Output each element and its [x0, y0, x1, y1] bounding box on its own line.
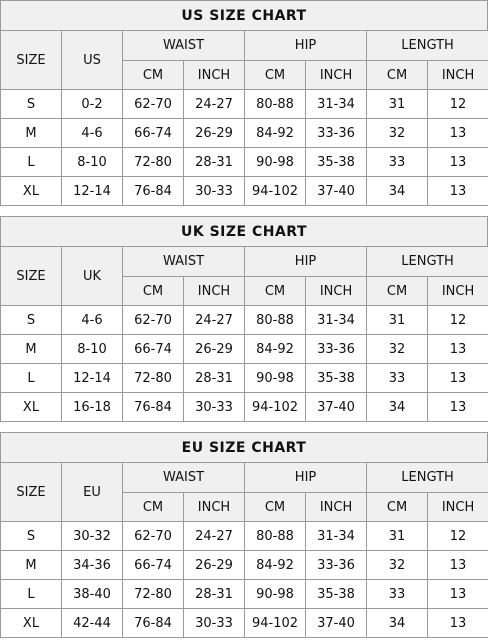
table-cell: 90-98: [245, 148, 306, 177]
table-cell: 35-38: [306, 364, 367, 393]
table-cell: 30-33: [184, 177, 245, 206]
table-cell: 37-40: [306, 177, 367, 206]
table-cell: 30-32: [62, 522, 123, 551]
table-row: [1, 177, 488, 206]
table-cell: 34: [367, 393, 428, 422]
table-cell: 28-31: [184, 580, 245, 609]
table-cell: 13: [428, 580, 488, 609]
table-row: [1, 522, 488, 551]
table-cell: 12: [428, 522, 488, 551]
unit-header: CM: [123, 61, 184, 90]
region-header: EU: [62, 463, 123, 522]
table-cell: 0-2: [62, 90, 123, 119]
group-header-hip: HIP: [245, 463, 367, 493]
table-row: [1, 580, 488, 609]
table-cell: 4-6: [62, 119, 123, 148]
table-cell: 66-74: [123, 551, 184, 580]
table-cell: 24-27: [184, 90, 245, 119]
unit-header: CM: [245, 493, 306, 522]
unit-header: INCH: [184, 277, 245, 306]
table-cell: 31: [367, 90, 428, 119]
table-cell: 37-40: [306, 609, 367, 638]
table-cell: 38-40: [62, 580, 123, 609]
chart-title: US SIZE CHART: [0, 0, 488, 30]
table-cell: 26-29: [184, 335, 245, 364]
table-cell: 42-44: [62, 609, 123, 638]
table-cell: 13: [428, 393, 488, 422]
table-cell: 13: [428, 609, 488, 638]
unit-header: INCH: [306, 277, 367, 306]
table-cell: 84-92: [245, 551, 306, 580]
table-cell: 37-40: [306, 393, 367, 422]
table-cell: 13: [428, 551, 488, 580]
table-cell: 31-34: [306, 90, 367, 119]
unit-header: INCH: [306, 493, 367, 522]
table-cell: 66-74: [123, 119, 184, 148]
table-cell: 8-10: [62, 335, 123, 364]
table-cell: 31: [367, 522, 428, 551]
table-cell: 84-92: [245, 119, 306, 148]
table-cell: 33: [367, 580, 428, 609]
size-chart-1: [0, 216, 488, 422]
group-header-length: LENGTH: [367, 463, 488, 493]
table-cell: 30-33: [184, 393, 245, 422]
table-cell: 26-29: [184, 119, 245, 148]
size-chart-0: [0, 0, 488, 206]
table-cell: 33: [367, 364, 428, 393]
group-header-length: LENGTH: [367, 31, 488, 61]
unit-header: INCH: [428, 493, 488, 522]
table-cell: 66-74: [123, 335, 184, 364]
table-cell: 94-102: [245, 177, 306, 206]
table-cell: 24-27: [184, 522, 245, 551]
size-label-cell: L: [1, 580, 62, 609]
chart-title: UK SIZE CHART: [0, 216, 488, 246]
size-header: SIZE: [1, 463, 62, 522]
unit-header: INCH: [428, 277, 488, 306]
group-header-waist: WAIST: [123, 31, 245, 61]
size-header: SIZE: [1, 247, 62, 306]
table-cell: 31: [367, 306, 428, 335]
table-cell: 94-102: [245, 393, 306, 422]
table-cell: 32: [367, 551, 428, 580]
table-cell: 28-31: [184, 148, 245, 177]
unit-header: INCH: [184, 61, 245, 90]
table-cell: 35-38: [306, 148, 367, 177]
table-row: [1, 119, 488, 148]
size-label-cell: L: [1, 148, 62, 177]
table-cell: 76-84: [123, 393, 184, 422]
chart-title: EU SIZE CHART: [0, 432, 488, 462]
table-cell: 31-34: [306, 522, 367, 551]
table-cell: 76-84: [123, 609, 184, 638]
table-cell: 13: [428, 335, 488, 364]
table-cell: 72-80: [123, 148, 184, 177]
table-cell: 4-6: [62, 306, 123, 335]
unit-header: CM: [245, 277, 306, 306]
region-header: US: [62, 31, 123, 90]
table-cell: 90-98: [245, 364, 306, 393]
table-cell: 8-10: [62, 148, 123, 177]
table-row: [1, 335, 488, 364]
unit-header: CM: [367, 61, 428, 90]
table-cell: 72-80: [123, 580, 184, 609]
table-cell: 13: [428, 148, 488, 177]
table-cell: 80-88: [245, 306, 306, 335]
size-label-cell: S: [1, 306, 62, 335]
size-label-cell: XL: [1, 177, 62, 206]
table-cell: 12-14: [62, 177, 123, 206]
table-cell: 33-36: [306, 551, 367, 580]
group-header-waist: WAIST: [123, 247, 245, 277]
table-cell: 12-14: [62, 364, 123, 393]
table-cell: 34: [367, 609, 428, 638]
size-label-cell: S: [1, 522, 62, 551]
table-row: [1, 90, 488, 119]
table-cell: 31-34: [306, 306, 367, 335]
table-cell: 34: [367, 177, 428, 206]
table-cell: 32: [367, 119, 428, 148]
table-cell: 80-88: [245, 90, 306, 119]
table-cell: 24-27: [184, 306, 245, 335]
size-table: [0, 246, 488, 422]
table-cell: 94-102: [245, 609, 306, 638]
table-cell: 26-29: [184, 551, 245, 580]
table-cell: 84-92: [245, 335, 306, 364]
table-row: [1, 551, 488, 580]
unit-header: CM: [367, 493, 428, 522]
table-cell: 33-36: [306, 119, 367, 148]
table-row: [1, 364, 488, 393]
table-cell: 72-80: [123, 364, 184, 393]
region-header: UK: [62, 247, 123, 306]
unit-header: INCH: [184, 493, 245, 522]
size-label-cell: XL: [1, 609, 62, 638]
size-table: [0, 462, 488, 638]
table-cell: 30-33: [184, 609, 245, 638]
table-cell: 62-70: [123, 90, 184, 119]
size-label-cell: XL: [1, 393, 62, 422]
group-header-hip: HIP: [245, 31, 367, 61]
table-cell: 76-84: [123, 177, 184, 206]
size-header: SIZE: [1, 31, 62, 90]
unit-header: CM: [367, 277, 428, 306]
group-header-length: LENGTH: [367, 247, 488, 277]
table-cell: 16-18: [62, 393, 123, 422]
table-cell: 12: [428, 90, 488, 119]
table-cell: 28-31: [184, 364, 245, 393]
size-table: [0, 30, 488, 206]
table-cell: 32: [367, 335, 428, 364]
table-row: [1, 148, 488, 177]
size-label-cell: M: [1, 335, 62, 364]
size-label-cell: M: [1, 551, 62, 580]
table-cell: 35-38: [306, 580, 367, 609]
table-cell: 34-36: [62, 551, 123, 580]
unit-header: CM: [123, 493, 184, 522]
table-cell: 80-88: [245, 522, 306, 551]
size-chart-2: [0, 432, 488, 638]
table-cell: 33-36: [306, 335, 367, 364]
group-header-hip: HIP: [245, 247, 367, 277]
unit-header: INCH: [428, 61, 488, 90]
table-cell: 33: [367, 148, 428, 177]
size-label-cell: S: [1, 90, 62, 119]
unit-header: CM: [123, 277, 184, 306]
table-cell: 62-70: [123, 522, 184, 551]
group-header-waist: WAIST: [123, 463, 245, 493]
table-cell: 13: [428, 119, 488, 148]
table-cell: 12: [428, 306, 488, 335]
table-row: [1, 609, 488, 638]
unit-header: CM: [245, 61, 306, 90]
table-cell: 90-98: [245, 580, 306, 609]
size-label-cell: M: [1, 119, 62, 148]
table-cell: 13: [428, 364, 488, 393]
table-cell: 62-70: [123, 306, 184, 335]
table-row: [1, 393, 488, 422]
unit-header: INCH: [306, 61, 367, 90]
table-row: [1, 306, 488, 335]
table-cell: 13: [428, 177, 488, 206]
size-label-cell: L: [1, 364, 62, 393]
